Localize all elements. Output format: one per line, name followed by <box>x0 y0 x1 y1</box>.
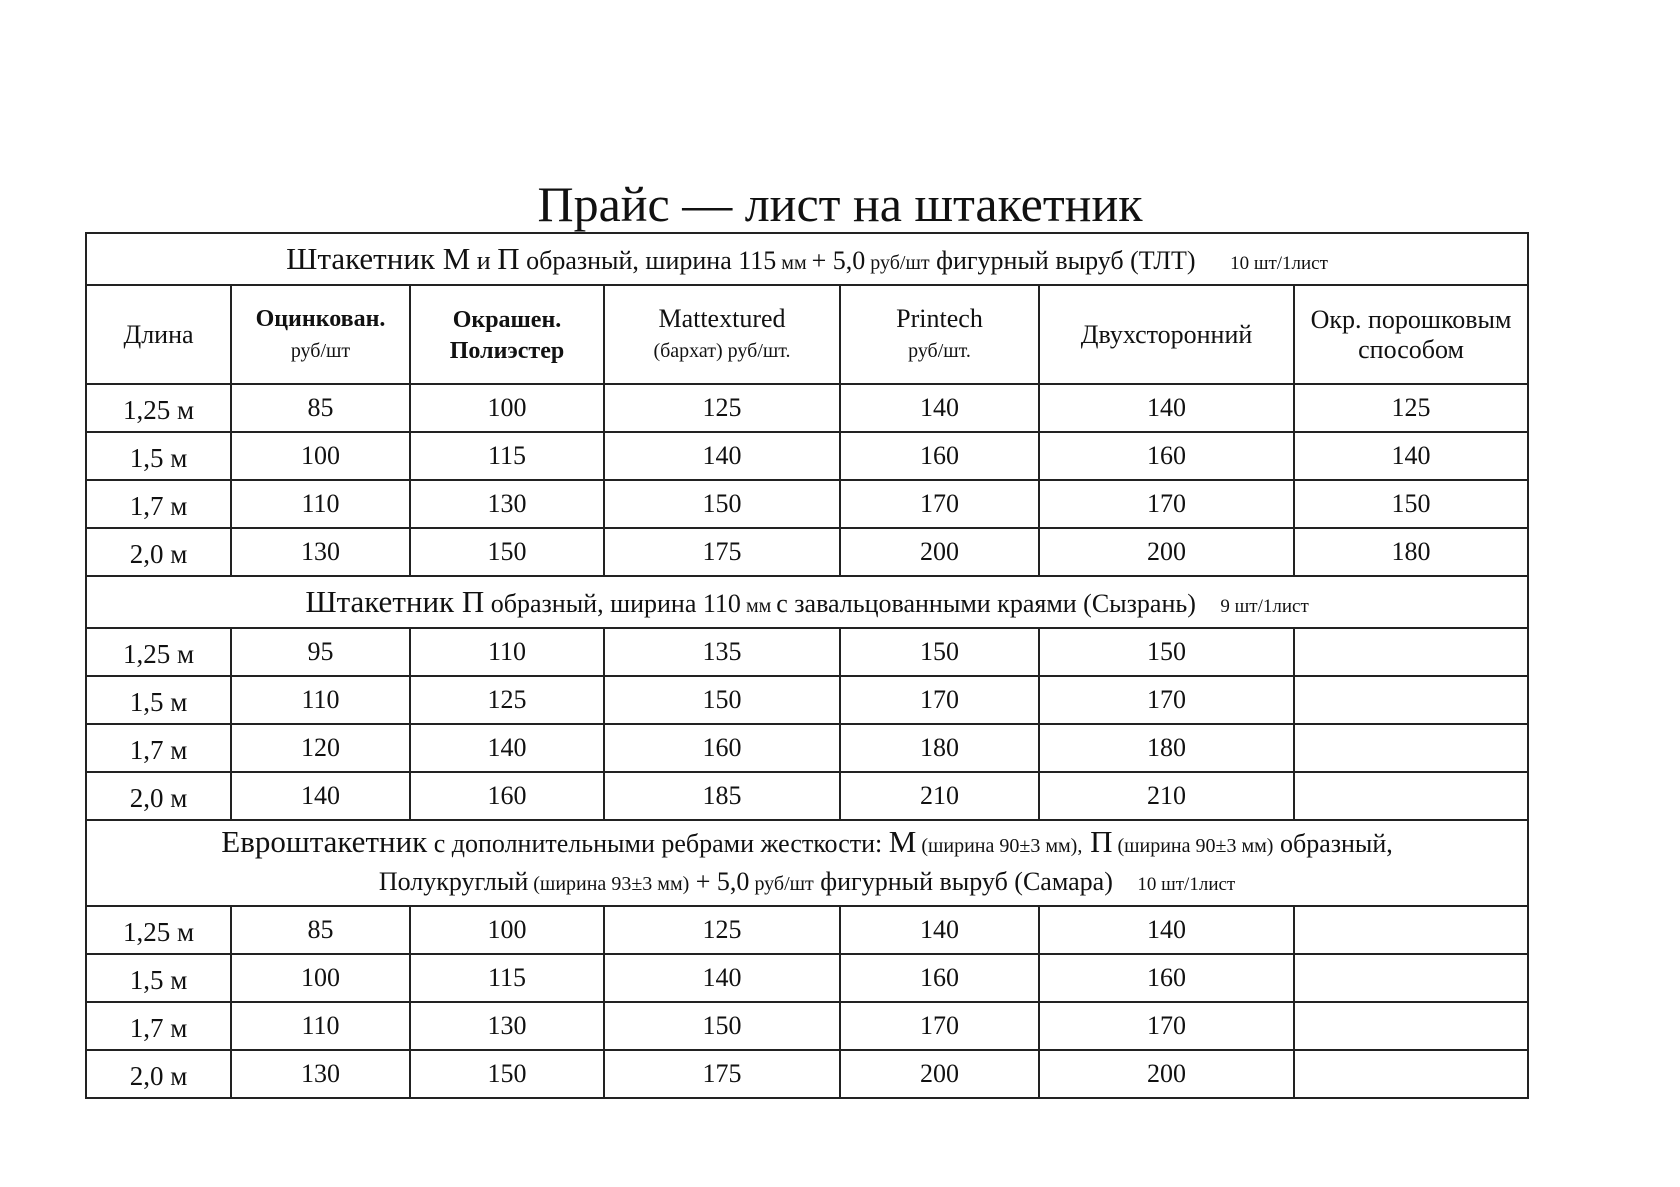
cell-length: 1,25 м <box>86 906 231 954</box>
cell-length: 2,0 м <box>86 528 231 576</box>
cell-printech: 180 <box>840 724 1039 772</box>
cell-double-sided: 170 <box>1039 1002 1294 1050</box>
header-galvanized: Оцинкован. руб/шт <box>231 285 410 384</box>
header-printech: Printech руб/шт. <box>840 285 1039 384</box>
cell-double-sided: 150 <box>1039 628 1294 676</box>
cell-galvanized: 130 <box>231 1050 410 1098</box>
cell-length: 1,5 м <box>86 432 231 480</box>
header-length: Длина <box>86 285 231 384</box>
cell-printech: 170 <box>840 1002 1039 1050</box>
cell-mattextured: 185 <box>604 772 840 820</box>
cell-powder-coated <box>1294 724 1528 772</box>
cell-length: 1,7 м <box>86 724 231 772</box>
cell-double-sided: 180 <box>1039 724 1294 772</box>
cell-mattextured: 150 <box>604 1002 840 1050</box>
cell-galvanized: 85 <box>231 906 410 954</box>
cell-mattextured: 150 <box>604 480 840 528</box>
section-header <box>86 576 1528 628</box>
cell-printech: 170 <box>840 676 1039 724</box>
cell-galvanized: 95 <box>231 628 410 676</box>
cell-powder-coated <box>1294 954 1528 1002</box>
cell-powder-coated: 150 <box>1294 480 1528 528</box>
cell-galvanized: 140 <box>231 772 410 820</box>
cell-length: 1,25 м <box>86 384 231 432</box>
cell-polyester: 130 <box>410 480 604 528</box>
cell-mattextured: 125 <box>604 906 840 954</box>
column-headers <box>86 285 1528 384</box>
cell-mattextured: 160 <box>604 724 840 772</box>
cell-length: 1,25 м <box>86 628 231 676</box>
cell-length: 1,5 м <box>86 676 231 724</box>
cell-galvanized: 110 <box>231 1002 410 1050</box>
table-row <box>86 628 1528 676</box>
pack-count: 10 шт/1лист <box>1230 253 1328 274</box>
cell-powder-coated <box>1294 772 1528 820</box>
table-row <box>86 1050 1528 1098</box>
header-mattextured: Mattextured (бархат) руб/шт. <box>604 285 840 384</box>
cell-printech: 170 <box>840 480 1039 528</box>
header-double-sided: Двухсторонний <box>1039 285 1294 384</box>
header-powder-coated: Окр. порошковым способом <box>1294 285 1528 384</box>
cell-powder-coated: 180 <box>1294 528 1528 576</box>
cell-galvanized: 120 <box>231 724 410 772</box>
cell-double-sided: 200 <box>1039 528 1294 576</box>
cell-polyester: 150 <box>410 1050 604 1098</box>
cell-polyester: 150 <box>410 528 604 576</box>
section-1-title: Штакетник М и П образный, ширина 115 мм + 5,0 руб/шт фигурный выруб (ТЛТ) 10 шт/1лист <box>86 233 1528 285</box>
cell-galvanized: 100 <box>231 954 410 1002</box>
table-row <box>86 528 1528 576</box>
table-row <box>86 384 1528 432</box>
cell-powder-coated <box>1294 1050 1528 1098</box>
cell-galvanized: 110 <box>231 480 410 528</box>
cell-double-sided: 170 <box>1039 676 1294 724</box>
cell-double-sided: 140 <box>1039 906 1294 954</box>
cell-powder-coated <box>1294 906 1528 954</box>
cell-polyester: 140 <box>410 724 604 772</box>
cell-polyester: 115 <box>410 954 604 1002</box>
cell-length: 1,5 м <box>86 954 231 1002</box>
cell-polyester: 100 <box>410 384 604 432</box>
table-row <box>86 772 1528 820</box>
cell-printech: 150 <box>840 628 1039 676</box>
pack-count: 9 шт/1лист <box>1220 596 1309 617</box>
cell-double-sided: 170 <box>1039 480 1294 528</box>
table-row <box>86 432 1528 480</box>
cell-double-sided: 160 <box>1039 432 1294 480</box>
cell-polyester: 130 <box>410 1002 604 1050</box>
cell-polyester: 110 <box>410 628 604 676</box>
cell-length: 2,0 м <box>86 1050 231 1098</box>
cell-powder-coated: 125 <box>1294 384 1528 432</box>
cell-galvanized: 100 <box>231 432 410 480</box>
table-row <box>86 724 1528 772</box>
table-row <box>86 954 1528 1002</box>
pack-count: 10 шт/1лист <box>1137 873 1236 895</box>
cell-printech: 210 <box>840 772 1039 820</box>
cell-printech: 200 <box>840 1050 1039 1098</box>
cell-mattextured: 125 <box>604 384 840 432</box>
cell-double-sided: 140 <box>1039 384 1294 432</box>
section-header <box>86 820 1528 906</box>
cell-double-sided: 210 <box>1039 772 1294 820</box>
cell-polyester: 115 <box>410 432 604 480</box>
cell-mattextured: 140 <box>604 954 840 1002</box>
cell-powder-coated <box>1294 628 1528 676</box>
section-2-title: Штакетник П образный, ширина 110 мм с завальцованными краями (Сызрань) 9 шт/1лист <box>86 576 1528 628</box>
cell-galvanized: 110 <box>231 676 410 724</box>
page-title: Прайс — лист на штакетник <box>537 176 1143 232</box>
cell-mattextured: 135 <box>604 628 840 676</box>
cell-polyester: 125 <box>410 676 604 724</box>
cell-powder-coated: 140 <box>1294 432 1528 480</box>
cell-powder-coated <box>1294 676 1528 724</box>
cell-printech: 140 <box>840 906 1039 954</box>
cell-printech: 200 <box>840 528 1039 576</box>
cell-galvanized: 85 <box>231 384 410 432</box>
table-row <box>86 480 1528 528</box>
table-row <box>86 1002 1528 1050</box>
cell-galvanized: 130 <box>231 528 410 576</box>
header-polyester: Окрашен. Полиэстер <box>410 285 604 384</box>
cell-length: 2,0 м <box>86 772 231 820</box>
price-table <box>85 232 1529 1099</box>
cell-mattextured: 150 <box>604 676 840 724</box>
cell-double-sided: 160 <box>1039 954 1294 1002</box>
cell-polyester: 160 <box>410 772 604 820</box>
cell-mattextured: 175 <box>604 528 840 576</box>
table-row <box>86 676 1528 724</box>
cell-length: 1,7 м <box>86 1002 231 1050</box>
cell-printech: 140 <box>840 384 1039 432</box>
section-3-title: Евроштакетник с дополнительными ребрами жесткости: М (ширина 90±3 мм), П (ширина 90±3 мм) образный, Полукруглый (ширина 93±3 мм) + 5,0 руб/шт фигурный выруб (Самара) 10 шт/1лист <box>86 820 1528 906</box>
section-header <box>86 233 1528 285</box>
cell-printech: 160 <box>840 954 1039 1002</box>
cell-printech: 160 <box>840 432 1039 480</box>
cell-length: 1,7 м <box>86 480 231 528</box>
cell-mattextured: 175 <box>604 1050 840 1098</box>
cell-double-sided: 200 <box>1039 1050 1294 1098</box>
cell-mattextured: 140 <box>604 432 840 480</box>
table-row <box>86 906 1528 954</box>
cell-polyester: 100 <box>410 906 604 954</box>
cell-powder-coated <box>1294 1002 1528 1050</box>
